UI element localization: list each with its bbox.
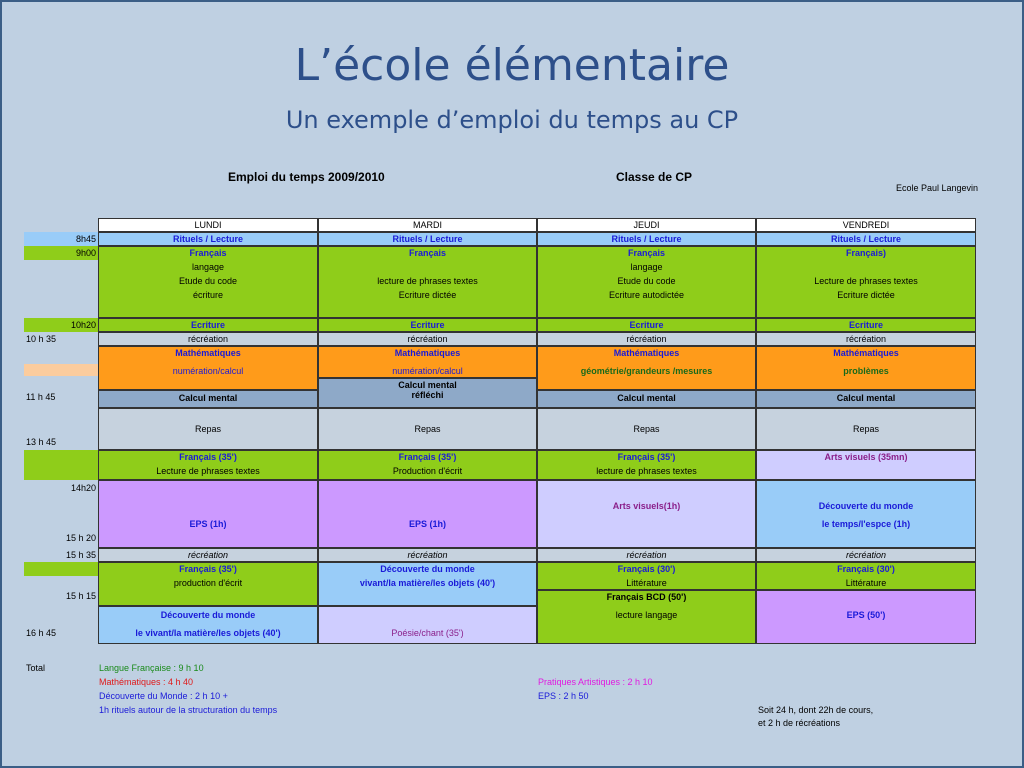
- total-eps: EPS : 2 h 50: [538, 691, 589, 701]
- total-recreations: et 2 h de récréations: [758, 718, 841, 728]
- cell-francais35: Français (35'): [179, 452, 237, 462]
- cell-block: [537, 562, 756, 590]
- cell-numeration: numération/calcul: [392, 366, 463, 376]
- cell-block: [756, 346, 976, 390]
- cell-recreation: récréation: [98, 332, 318, 346]
- day-header-lundi: LUNDI: [98, 218, 318, 232]
- total-langue: Langue Française : 9 h 10: [99, 663, 204, 673]
- cell-langage: langage: [191, 262, 225, 272]
- cell-recreation: récréation: [318, 548, 537, 562]
- cell-ecriture: Ecriture: [537, 318, 756, 332]
- cell-vivant-matiere: vivant/la matière/les objets (40'): [359, 578, 496, 588]
- cell-rituels: Rituels / Lecture: [318, 232, 537, 246]
- time-band: [24, 562, 98, 576]
- time-label: 15 h 20: [65, 533, 96, 543]
- cell-ecriture: Ecriture: [98, 318, 318, 332]
- cell-lecture-phrases: lecture de phrases textes: [596, 466, 697, 476]
- cell-lecture-phrases: lecture de phrases textes: [377, 276, 478, 286]
- cell-block: [756, 480, 976, 548]
- cell-litterature: Littérature: [845, 578, 887, 588]
- cell-rituels: Rituels / Lecture: [756, 232, 976, 246]
- cell-francais30: Français (30'): [617, 564, 676, 574]
- cell-etude-code: Etude du code: [617, 276, 676, 286]
- page-subtitle: Un exemple d’emploi du temps au CP: [285, 106, 739, 134]
- cell-reflechi: réfléchi: [411, 390, 444, 400]
- cell-vivant-matiere: le vivant/la matière/les objets (40'): [135, 628, 281, 638]
- time-label: 8h45: [75, 234, 96, 244]
- total-arts: Pratiques Artistiques : 2 h 10: [538, 677, 653, 687]
- cell-block: [98, 346, 318, 390]
- cell-block: [318, 450, 537, 480]
- cell-block: [98, 562, 318, 606]
- cell-recreation: récréation: [537, 548, 756, 562]
- cell-decouverte-monde: Découverte du monde: [160, 610, 256, 620]
- cell-block: [537, 590, 756, 644]
- cell-francais-bcd: Français BCD (50'): [606, 592, 687, 602]
- cell-block: [318, 246, 537, 318]
- cell-repas: Repas: [756, 408, 976, 450]
- cell-block: [537, 450, 756, 480]
- cell-block: [318, 346, 537, 378]
- cell-francais: Français): [845, 248, 887, 258]
- cell-repas: Repas: [98, 408, 318, 450]
- cell-francais30: Français (30'): [837, 564, 895, 574]
- cell-eps: EPS (50'): [756, 590, 976, 644]
- total-decouverte: Découverte du Monde : 2 h 10 +: [99, 691, 228, 701]
- time-band: [24, 364, 98, 376]
- cell-repas: Repas: [318, 408, 537, 450]
- cell-production-ecrit: production d'écrit: [173, 578, 243, 588]
- time-label: 16 h 45: [26, 628, 57, 638]
- cell-etude-code: Etude du code: [178, 276, 238, 286]
- cell-ecriture-dictee: Ecriture dictée: [398, 290, 457, 300]
- cell-block: [318, 378, 537, 408]
- cell-maths: Mathématiques: [394, 348, 461, 358]
- cell-francais35: Français (35'): [398, 452, 457, 462]
- time-label: 15 h 15: [65, 591, 96, 601]
- cell-recreation: récréation: [318, 332, 537, 346]
- day-header-mardi: MARDI: [318, 218, 537, 232]
- total-rituels: 1h rituels autour de la structuration du temps: [99, 705, 278, 715]
- cell-production-ecrit: Production d'écrit: [392, 466, 463, 476]
- cell-recreation: récréation: [756, 548, 976, 562]
- cell-eps: EPS (1h): [318, 480, 537, 548]
- cell-ecriture: Ecriture: [756, 318, 976, 332]
- cell-recreation: récréation: [98, 548, 318, 562]
- class-name: Classe de CP: [616, 170, 693, 184]
- school-name: Ecole Paul Langevin: [896, 183, 979, 193]
- cell-maths: Mathématiques: [833, 348, 899, 358]
- time-band: [24, 450, 98, 480]
- cell-calcul-mental: Calcul mental: [537, 390, 756, 408]
- cell-block: [98, 450, 318, 480]
- cell-rituels: Rituels / Lecture: [98, 232, 318, 246]
- cell-block: [756, 246, 976, 318]
- cell-rituels: Rituels / Lecture: [537, 232, 756, 246]
- cell-numeration: numération/calcul: [172, 366, 244, 376]
- cell-block: [756, 562, 976, 590]
- cell-block: [318, 562, 537, 606]
- cell-ecriture-dictee: Ecriture dictée: [837, 290, 895, 300]
- time-label: 15 h 35: [65, 550, 96, 560]
- cell-litterature: Littérature: [626, 578, 667, 588]
- cell-recreation: récréation: [756, 332, 976, 346]
- cell-maths: Mathématiques: [175, 348, 241, 358]
- cell-temps-espace: le temps/l'espce (1h): [821, 519, 911, 529]
- time-label: 11 h 45: [26, 392, 56, 402]
- cell-lecture-phrases: Lecture de phrases textes: [156, 466, 260, 476]
- cell-recreation: récréation: [537, 332, 756, 346]
- cell-francais: Français: [627, 248, 666, 258]
- cell-ecriture: Ecriture: [318, 318, 537, 332]
- cell-ecriture: écriture: [192, 290, 223, 300]
- cell-arts-visuels: Arts visuels (35mn): [756, 450, 976, 480]
- cell-francais35: Français (35'): [617, 452, 676, 462]
- cell-francais: Français: [189, 248, 227, 258]
- time-label: 10 h 35: [26, 334, 57, 344]
- cell-decouverte-monde: Découverte du monde: [818, 501, 914, 511]
- cell-ecriture-autodictee: Ecriture autodictée: [608, 290, 685, 300]
- cell-eps: EPS (1h): [98, 480, 318, 548]
- cell-block: [537, 346, 756, 390]
- time-label: 10h20: [70, 320, 96, 330]
- cell-poesie: Poésie/chant (35'): [318, 606, 537, 644]
- total-maths: Mathématiques : 4 h 40: [99, 677, 194, 687]
- time-label: 13 h 45: [26, 437, 57, 447]
- day-header-vendredi: VENDREDI: [756, 218, 976, 232]
- cell-block: [98, 246, 318, 318]
- time-label: 9h00: [75, 248, 96, 258]
- cell-calcul-mental: Calcul mental: [756, 390, 976, 408]
- cell-lecture-phrases: Lecture de phrases textes: [814, 276, 918, 286]
- cell-geometrie: géométrie/grandeurs /mesures: [580, 366, 713, 376]
- cell-langage: langage: [630, 262, 663, 272]
- cell-block: [537, 246, 756, 318]
- cell-calcul-mental: Calcul mental: [98, 390, 318, 408]
- time-label: 14h20: [70, 483, 96, 493]
- cell-calcul-mental: Calcul mental: [398, 380, 457, 390]
- schedule-year: Emploi du temps 2009/2010: [228, 170, 385, 184]
- cell-francais: Français: [408, 248, 447, 258]
- cell-decouverte-monde: Découverte du monde: [380, 564, 475, 574]
- page-title: L’école élémentaire: [294, 40, 730, 91]
- cell-block: [98, 606, 318, 644]
- cell-arts-visuels: Arts visuels(1h): [537, 480, 756, 548]
- cell-repas: Repas: [537, 408, 756, 450]
- cell-maths: Mathématiques: [613, 348, 680, 358]
- totals-label: Total: [26, 663, 46, 673]
- total-soit: Soit 24 h, dont 22h de cours,: [758, 705, 874, 715]
- cell-lecture-langage: lecture langage: [615, 610, 678, 620]
- cell-problemes: problèmes: [843, 366, 889, 376]
- day-header-jeudi: JEUDI: [537, 218, 756, 232]
- cell-francais35: Français (35'): [179, 564, 237, 574]
